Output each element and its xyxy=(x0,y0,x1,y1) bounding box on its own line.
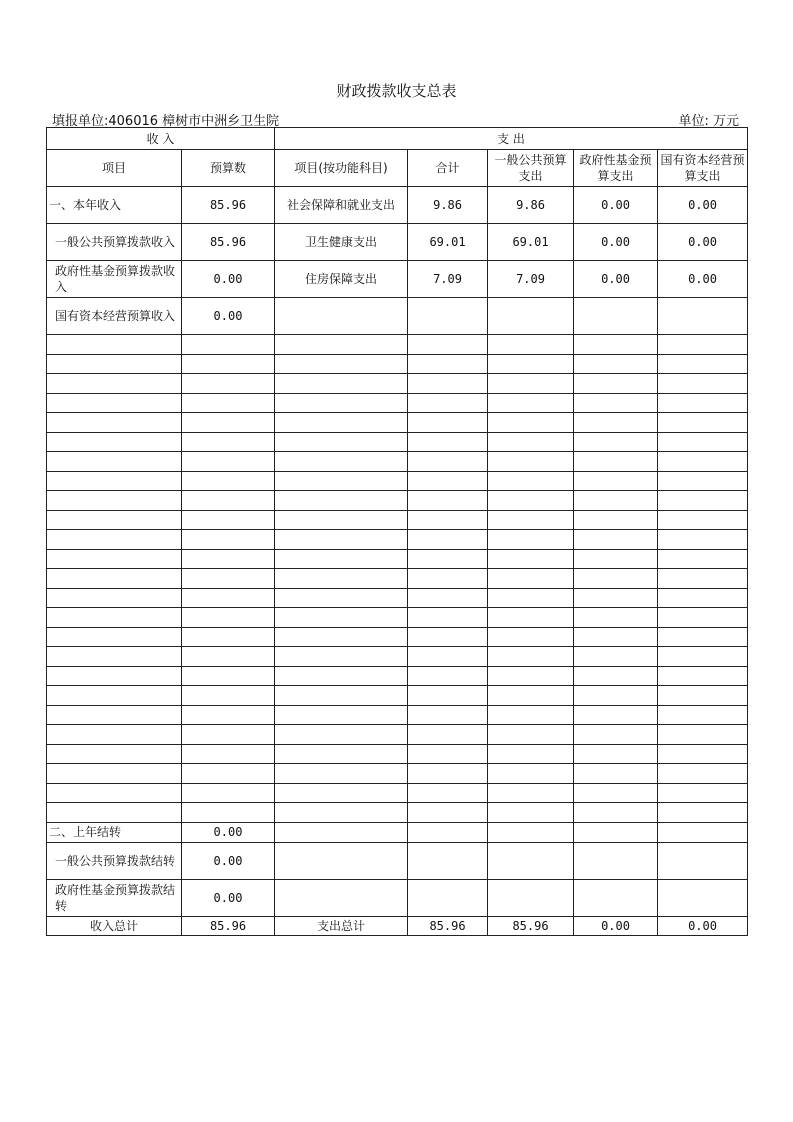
income-section-header: 收 入 xyxy=(47,128,275,150)
empty-row xyxy=(47,549,748,569)
table-row xyxy=(47,261,748,298)
empty-row xyxy=(47,588,748,608)
totals-row xyxy=(47,916,748,935)
expense-general: 7.09 xyxy=(488,261,574,298)
carry-item: 二、上年结转 xyxy=(47,822,182,842)
carry-budget: 0.00 xyxy=(182,879,275,916)
table-row xyxy=(47,224,748,261)
empty-row xyxy=(47,705,748,725)
income-budget: 85.96 xyxy=(182,224,275,261)
reporting-unit: 填报单位:406016 樟树市中洲乡卫生院 xyxy=(52,114,280,129)
carry-budget: 0.00 xyxy=(182,822,275,842)
col-item: 项目 xyxy=(47,150,182,187)
expense-section-header: 支 出 xyxy=(275,128,748,150)
expense-grand-total: 85.96 xyxy=(408,916,488,935)
empty-row xyxy=(47,510,748,530)
expense-fund: 0.00 xyxy=(574,261,658,298)
empty-row xyxy=(47,413,748,433)
income-item: 政府性基金预算拨款收入 xyxy=(47,261,182,298)
col-general: 一般公共预算支出 xyxy=(488,150,574,187)
expense-item: 卫生健康支出 xyxy=(275,224,408,261)
income-item: 一、本年收入 xyxy=(47,187,182,224)
empty-row xyxy=(47,686,748,706)
expense-total: 9.86 xyxy=(408,187,488,224)
expense-state: 0.00 xyxy=(658,261,748,298)
expense-state-total: 0.00 xyxy=(658,916,748,935)
empty-row xyxy=(47,783,748,803)
expense-general: 69.01 xyxy=(488,224,574,261)
col-func-item: 项目(按功能科目) xyxy=(275,150,408,187)
expense-total-label: 支出总计 xyxy=(275,916,408,935)
expense-general: 9.86 xyxy=(488,187,574,224)
col-budget: 预算数 xyxy=(182,150,275,187)
expense-item: 住房保障支出 xyxy=(275,261,408,298)
budget-summary-table xyxy=(46,127,748,936)
carry-item: 政府性基金预算拨款结转 xyxy=(47,879,182,916)
table-row xyxy=(47,187,748,224)
empty-row xyxy=(47,744,748,764)
col-fund: 政府性基金预算支出 xyxy=(574,150,658,187)
col-total: 合计 xyxy=(408,150,488,187)
empty-row xyxy=(47,335,748,355)
income-item: 一般公共预算拨款收入 xyxy=(47,224,182,261)
income-item: 国有资本经营预算收入 xyxy=(47,298,182,335)
empty-row xyxy=(47,666,748,686)
empty-row xyxy=(47,471,748,491)
empty-row xyxy=(47,569,748,589)
expense-item: 社会保障和就业支出 xyxy=(275,187,408,224)
table-row xyxy=(47,822,748,842)
empty-row xyxy=(47,803,748,823)
income-budget: 85.96 xyxy=(182,187,275,224)
carry-budget: 0.00 xyxy=(182,842,275,879)
expense-fund: 0.00 xyxy=(574,224,658,261)
section-header-row xyxy=(47,128,748,150)
empty-row xyxy=(47,432,748,452)
expense-state: 0.00 xyxy=(658,187,748,224)
income-total-value: 85.96 xyxy=(182,916,275,935)
empty-row xyxy=(47,647,748,667)
expense-total: 7.09 xyxy=(408,261,488,298)
income-budget: 0.00 xyxy=(182,298,275,335)
expense-fund: 0.00 xyxy=(574,187,658,224)
column-header-row xyxy=(47,150,748,187)
empty-row xyxy=(47,393,748,413)
empty-row xyxy=(47,354,748,374)
empty-row xyxy=(47,764,748,784)
currency-unit: 单位: 万元 xyxy=(678,114,739,129)
empty-row xyxy=(47,491,748,511)
empty-row xyxy=(47,627,748,647)
empty-row xyxy=(47,452,748,472)
expense-general-total: 85.96 xyxy=(488,916,574,935)
table-row xyxy=(47,298,748,335)
expense-total: 69.01 xyxy=(408,224,488,261)
page-title: 财政拨款收支总表 xyxy=(336,82,457,100)
empty-row xyxy=(47,725,748,745)
empty-rows xyxy=(47,335,748,823)
expense-state: 0.00 xyxy=(658,224,748,261)
carry-item: 一般公共预算拨款结转 xyxy=(47,842,182,879)
income-total-label: 收入总计 xyxy=(47,916,182,935)
empty-row xyxy=(47,374,748,394)
table-row xyxy=(47,879,748,916)
col-state: 国有资本经营预算支出 xyxy=(658,150,748,187)
empty-row xyxy=(47,530,748,550)
income-budget: 0.00 xyxy=(182,261,275,298)
expense-fund-total: 0.00 xyxy=(574,916,658,935)
table-row xyxy=(47,842,748,879)
empty-row xyxy=(47,608,748,628)
